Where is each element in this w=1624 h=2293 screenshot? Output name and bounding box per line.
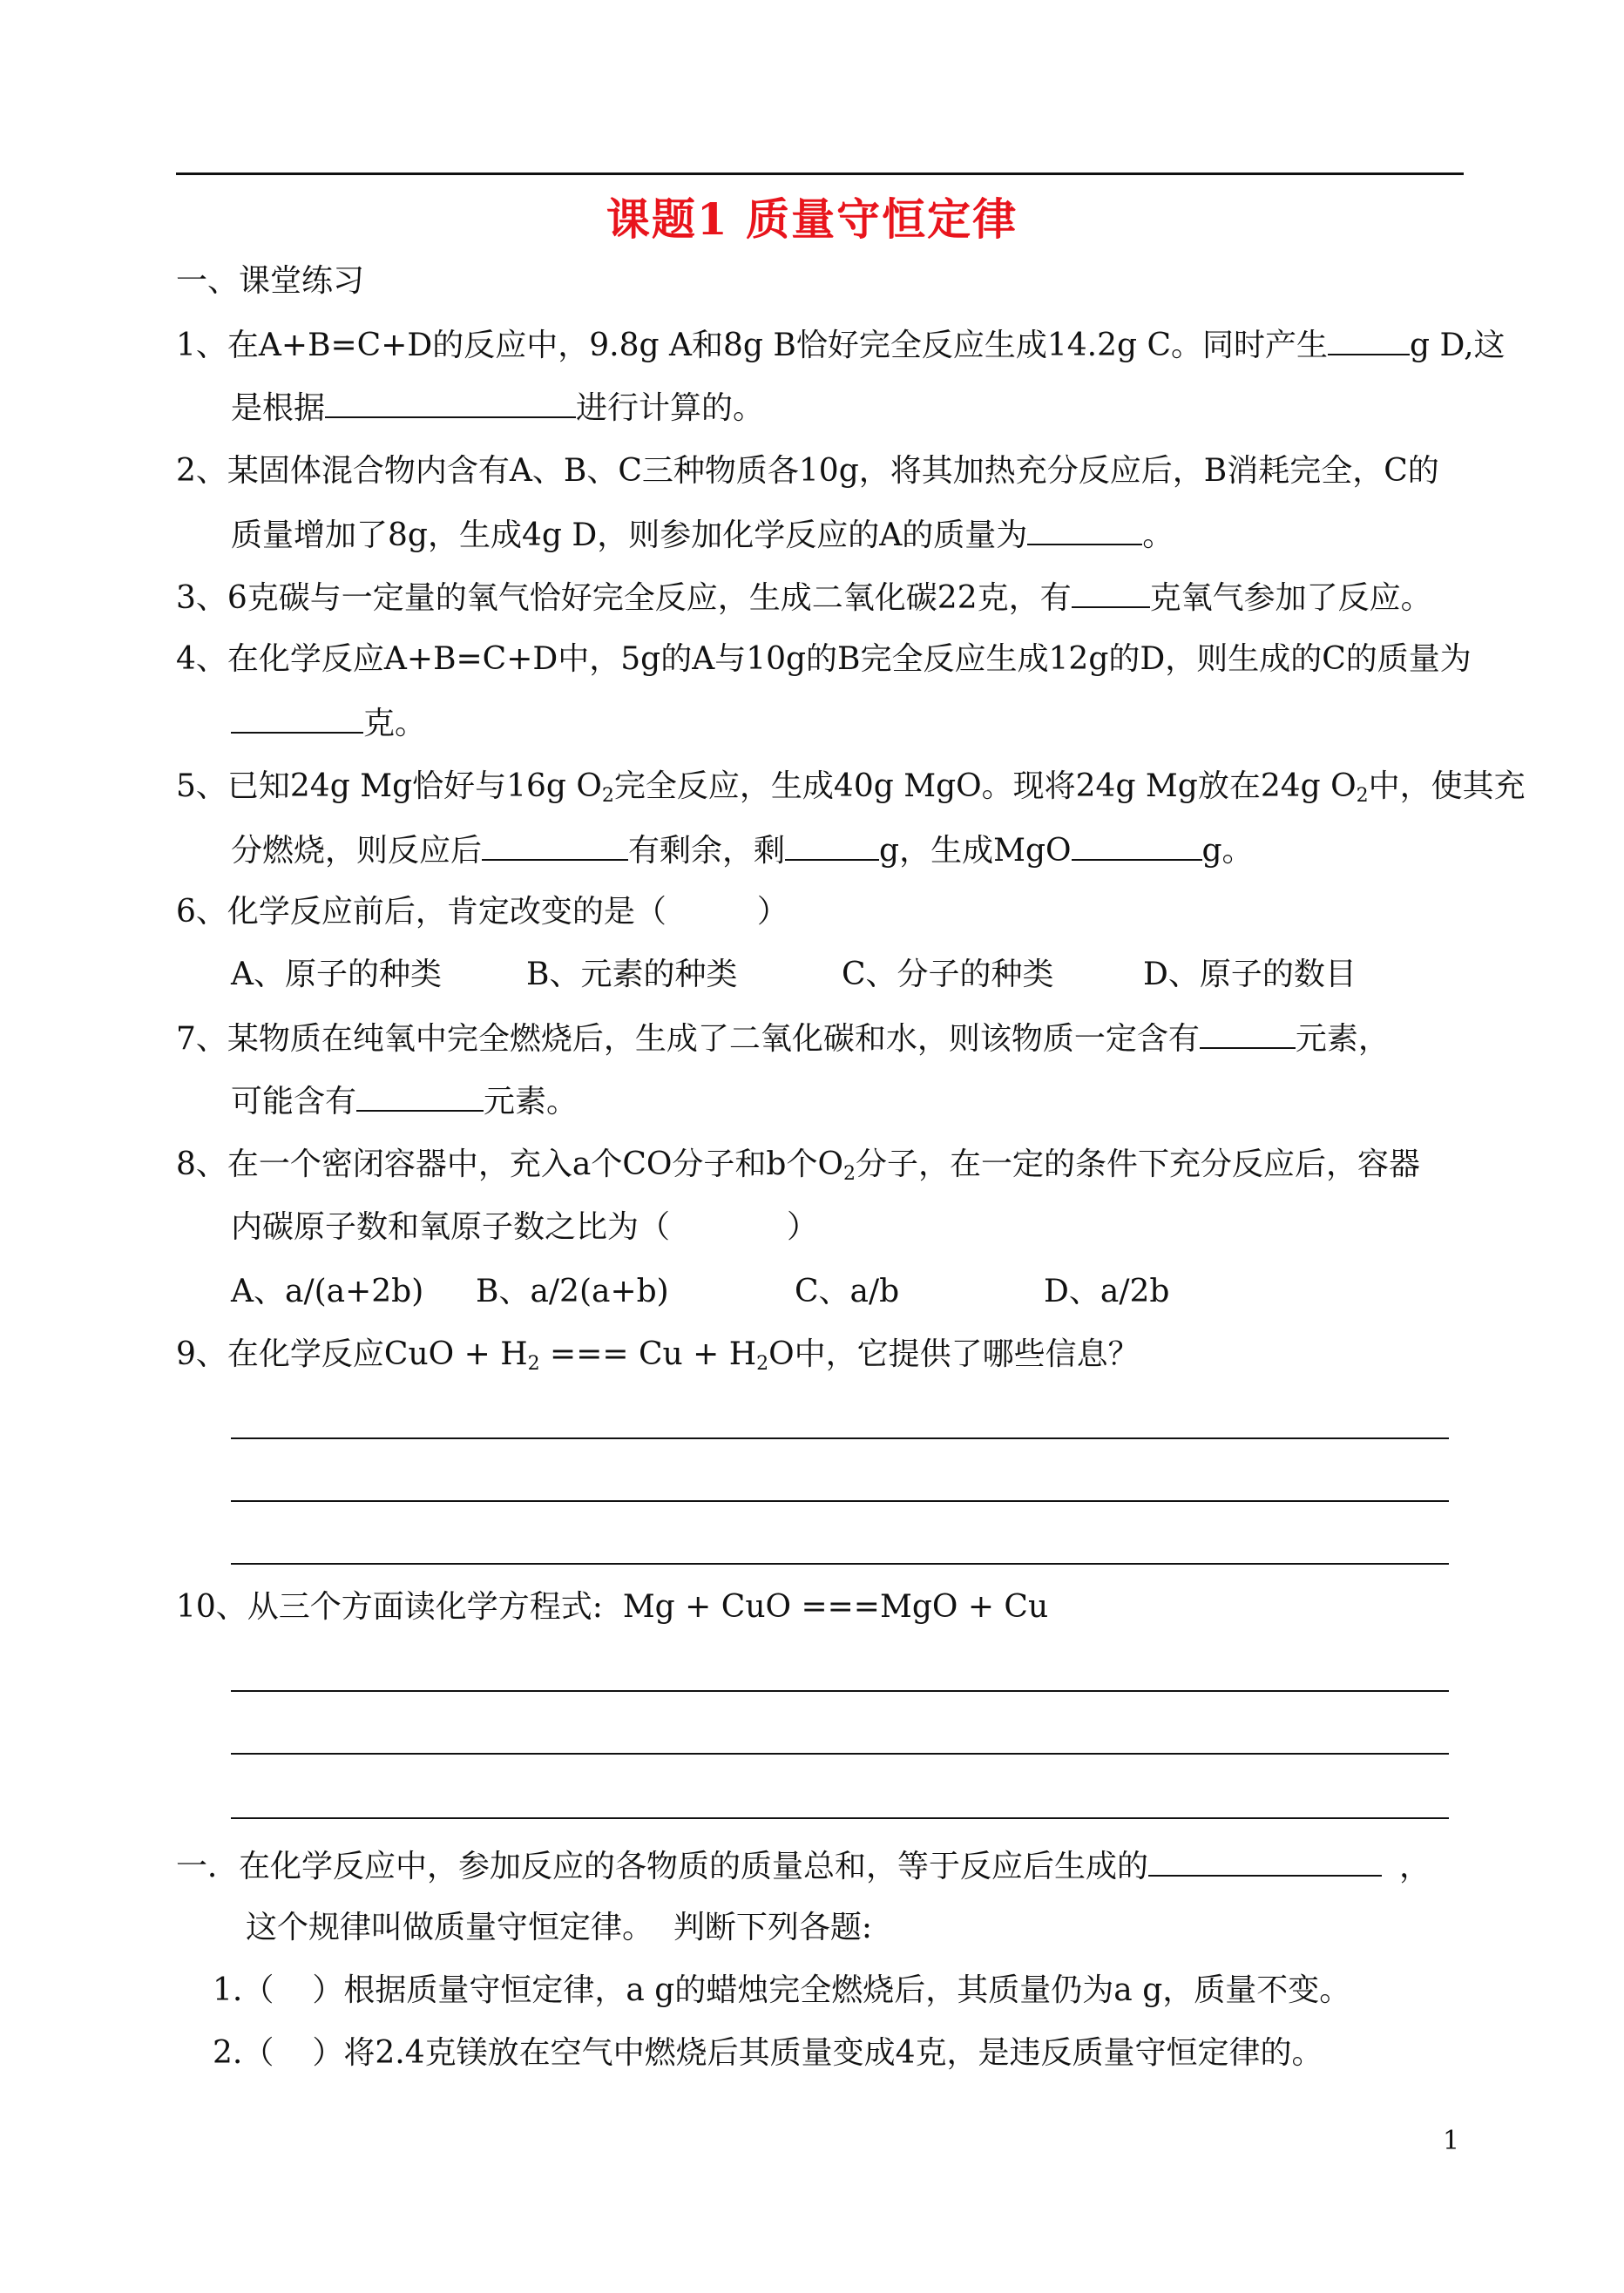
q8-text-b1: 内碳原子数和氧原子数之比为（ xyxy=(231,1209,671,1245)
q5-text-b1: 分燃烧，则反应后 xyxy=(231,833,483,869)
q6-option-a[interactable]: A、原子的种类 xyxy=(231,957,442,992)
question-4-line-1: 4、在化学反应A+B=C+D中，5g的A与10g的B完全反应生成12g的D，则生成的C的质量为 xyxy=(176,641,1472,677)
judge-2-num: 2.（ xyxy=(213,2035,274,2071)
q1-text-a: 1、在A+B=C+D的反应中，9.8g A和8g B恰好完全反应生成14.2g C。同时产生 xyxy=(176,328,1329,363)
question-2-line-1: 2、某固体混合物内含有A、B、C三种物质各10g，将其加热充分反应后，B消耗完全，C的 xyxy=(176,453,1439,489)
question-9 xyxy=(176,1335,1140,1375)
q7-text-d: 元素。 xyxy=(484,1084,579,1119)
judge-1-text: ）根据质量守恒定律，a g的蜡烛完全燃烧后，其质量仍为a g，质量不变。 xyxy=(312,1972,1351,2008)
judge-2-text: ）将2.4克镁放在空气中燃烧后其质量变成4克，是违反质量守恒定律的。 xyxy=(312,2035,1323,2071)
q6-option-c[interactable]: C、分子的种类 xyxy=(842,957,1054,992)
q2-text-b: 质量增加了8g，生成4g D，则参加化学反应的A的质量为 xyxy=(231,517,1028,553)
q5-text-b3: g，生成MgO xyxy=(879,833,1072,869)
part-2-line-2: 这个规律叫做质量守恒定律。 判断下列各题: xyxy=(246,1910,873,1945)
question-1-line-2 xyxy=(231,387,764,429)
q10-answer-line-1[interactable] xyxy=(231,1690,1449,1692)
q1-blank-1[interactable] xyxy=(1328,324,1410,355)
q5-text-a3: 中，使其充 xyxy=(1368,768,1526,804)
q1-text-d: 进行计算的。 xyxy=(576,390,765,426)
question-8-line-1 xyxy=(176,1145,1420,1185)
q4-blank[interactable] xyxy=(231,702,363,734)
q5-blank-3[interactable] xyxy=(1072,829,1202,861)
q4-text-b: 克。 xyxy=(363,706,427,741)
q1-text-c: 是根据 xyxy=(231,390,326,426)
q3-blank[interactable] xyxy=(1072,577,1150,608)
q5-blank-1[interactable] xyxy=(482,829,628,861)
q10-answer-line-2[interactable] xyxy=(231,1753,1449,1755)
q8-text-a2: 分子，在一定的条件下充分反应后，容器 xyxy=(856,1146,1421,1182)
q9-text-a1: 9、在化学反应CuO + H xyxy=(176,1336,528,1372)
q6-text-b: ） xyxy=(756,894,788,930)
q5-sub-1: 2 xyxy=(601,785,614,807)
q8-option-b[interactable]: B、a/2(a+b) xyxy=(476,1274,669,1309)
q5-text-b2: 有剩余，剩 xyxy=(628,833,786,869)
judge-1-num: 1.（ xyxy=(213,1972,274,2008)
q3-text-a: 3、6克碳与一定量的氧气恰好完全反应，生成二氧化碳22克，有 xyxy=(176,580,1072,616)
part-2-line-1 xyxy=(176,1845,1431,1887)
question-4-line-2 xyxy=(231,702,426,744)
q5-sub-2: 2 xyxy=(1356,785,1369,807)
part2-text-b: ， xyxy=(1399,1849,1431,1884)
question-7-line-2 xyxy=(231,1080,578,1122)
q9-text-a2: === Cu + H xyxy=(539,1336,757,1372)
q3-text-b: 克氧气参加了反应。 xyxy=(1149,580,1432,616)
part2-blank[interactable] xyxy=(1148,1845,1382,1877)
q9-answer-line-2[interactable] xyxy=(231,1500,1449,1502)
q9-text-a3: O中，它提供了哪些信息？ xyxy=(768,1336,1140,1372)
q8-text-b2: ） xyxy=(787,1209,819,1245)
q5-text-a2: 完全反应，生成40g MgO。现将24g Mg放在24g O xyxy=(613,768,1357,804)
q5-blank-2[interactable] xyxy=(785,829,879,861)
question-6 xyxy=(176,892,788,932)
judge-item-2 xyxy=(213,2033,1323,2073)
question-5-line-1 xyxy=(176,767,1526,807)
q9-answer-line-3[interactable] xyxy=(231,1563,1449,1565)
q7-text-a: 7、某物质在纯氧中完全燃烧后，生成了二氧化碳和水，则该物质一定含有 xyxy=(176,1021,1200,1057)
q6-option-b[interactable]: B、元素的种类 xyxy=(526,957,738,992)
q1-blank-2[interactable] xyxy=(325,387,576,418)
header-rule xyxy=(176,172,1464,175)
question-7-line-1 xyxy=(176,1018,1390,1059)
q7-text-c: 可能含有 xyxy=(231,1084,357,1119)
q5-text-b4: g。 xyxy=(1201,833,1254,869)
section-heading: 一、课堂练习 xyxy=(176,263,365,299)
q8-option-a[interactable]: A、a/(a+2b) xyxy=(231,1274,424,1309)
q8-sub: 2 xyxy=(843,1163,856,1185)
q5-text-a1: 5、已知24g Mg恰好与16g O xyxy=(176,768,602,804)
page-number: 1 xyxy=(1443,2126,1460,2156)
q7-blank-2[interactable] xyxy=(356,1080,484,1112)
q6-option-d[interactable]: D、原子的数目 xyxy=(1143,957,1357,992)
q8-option-d[interactable]: D、a/2b xyxy=(1044,1274,1170,1309)
page-title: 课题1 质量守恒定律 xyxy=(606,193,1018,245)
q6-text-a: 6、化学反应前后，肯定改变的是（ xyxy=(176,894,667,930)
judge-item-1 xyxy=(213,1971,1350,2011)
question-2-line-2 xyxy=(231,514,1174,556)
q8-text-a1: 8、在一个密闭容器中，充入a个CO分子和b个O xyxy=(176,1146,843,1182)
question-8-line-2 xyxy=(231,1207,818,1248)
question-10: 10、从三个方面读化学方程式: Mg + CuO ===MgO + Cu xyxy=(176,1589,1049,1625)
question-5-line-2 xyxy=(231,829,1254,871)
question-1-line-1 xyxy=(176,324,1506,366)
q9-answer-line-1[interactable] xyxy=(231,1437,1449,1439)
q7-text-b: 元素， xyxy=(1295,1021,1390,1057)
q2-blank[interactable] xyxy=(1027,514,1142,545)
q2-text-c: 。 xyxy=(1142,517,1174,553)
q8-option-c[interactable]: C、a/b xyxy=(795,1274,900,1309)
q10-answer-line-3[interactable] xyxy=(231,1817,1449,1819)
q7-blank-1[interactable] xyxy=(1200,1018,1296,1049)
question-3 xyxy=(176,577,1432,619)
q9-sub-2: 2 xyxy=(756,1353,769,1375)
part2-text-a: 一．在化学反应中，参加反应的各物质的质量总和，等于反应后生成的 xyxy=(176,1849,1149,1884)
q9-sub-1: 2 xyxy=(527,1353,540,1375)
q1-text-b: g D,这 xyxy=(1410,328,1506,363)
